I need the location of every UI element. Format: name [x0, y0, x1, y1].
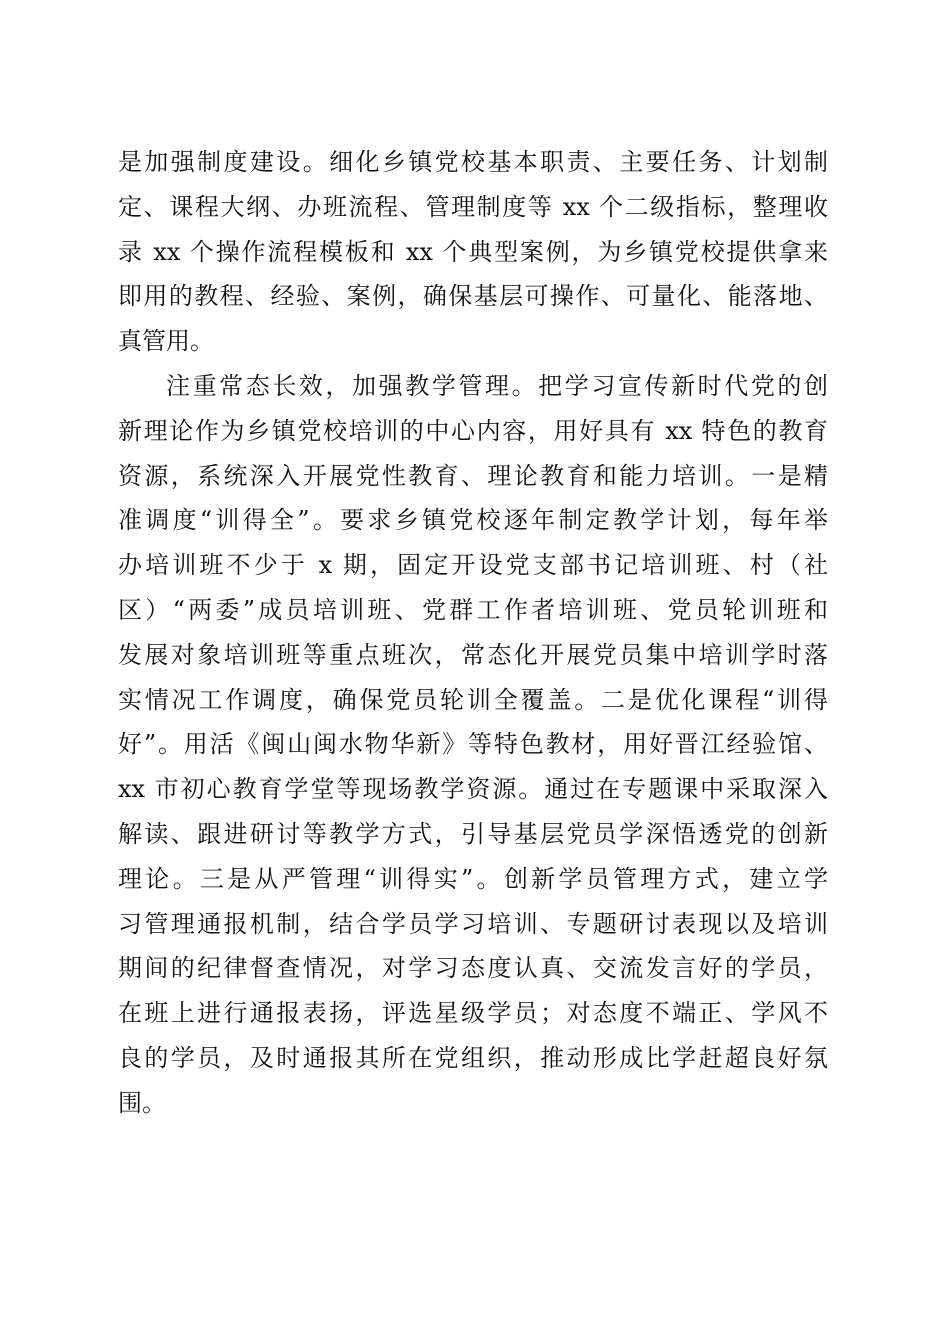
text-line: 在班上进行通报表扬，评选星级学员；对态度不端正、学风不	[118, 999, 828, 1028]
text-line: 良的学员，及时通报其所在党组织，推动形成比学赶超良好氛	[118, 1043, 828, 1072]
text-line: 发展对象培训班等重点班次，常态化开展党员集中培训学时落	[118, 640, 828, 669]
text-line: 期间的纪律督查情况，对学习态度认真、交流发言好的学员，	[118, 954, 828, 983]
text-line: 区）“两委”成员培训班、党群工作者培训班、党员轮训班和	[118, 595, 828, 624]
body-text	[118, 140, 828, 1126]
text-line: 围。	[118, 1088, 166, 1117]
text-line: 即用的教程、经验、案例，确保基层可操作、可量化、能落地、	[118, 282, 828, 311]
text-line: 录 xx 个操作流程模板和 xx 个典型案例，为乡镇党校提供拿来	[118, 237, 828, 266]
text-line: 是加强制度建设。细化乡镇党校基本职责、主要任务、计划制	[118, 148, 828, 176]
text-line: 实情况工作调度，确保党员轮训全覆盖。二是优化课程“训得	[118, 685, 828, 714]
text-line: 新理论作为乡镇党校培训的中心内容，用好具有 xx 特色的教育	[118, 416, 828, 445]
text-line: 解读、跟进研讨等教学方式，引导基层党员学深悟透党的创新	[118, 819, 828, 848]
text-line: 好”。用活《闽山闽水物华新》等特色教材，用好晋江经验馆、	[118, 730, 828, 759]
text-line: xx 市初心教育学堂等现场教学资源。通过在专题课中采取深入	[118, 775, 828, 804]
text-line: 理论。三是从严管理“训得实”。创新学员管理方式，建立学	[118, 864, 828, 893]
text-line: 注重常态长效，加强教学管理。把学习宣传新时代党的创	[166, 371, 828, 400]
text-line: 资源，系统深入开展党性教育、理论教育和能力培训。一是精	[118, 461, 828, 490]
text-line: 准调度“训得全”。要求乡镇党校逐年制定教学计划，每年举	[118, 506, 828, 535]
text-line: 办培训班不少于 x 期，固定开设党支部书记培训班、村（社	[118, 551, 828, 580]
text-line: 定、课程大纲、办班流程、管理制度等 xx 个二级指标，整理收	[118, 192, 828, 221]
text-line: 真管用。	[118, 327, 214, 356]
text-line: 习管理通报机制，结合学员学习培训、专题研讨表现以及培训	[118, 909, 828, 938]
